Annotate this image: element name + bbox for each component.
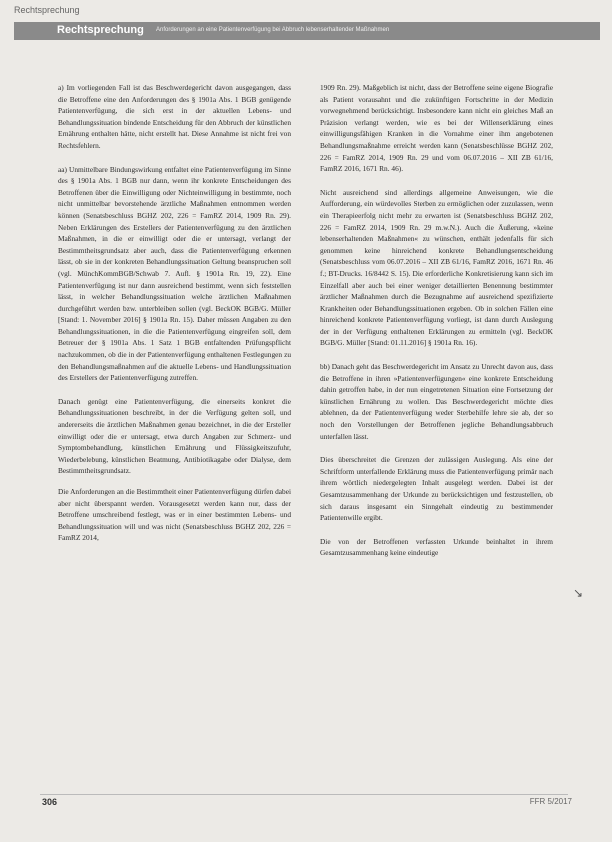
journal-citation: FFR 5/2017 [529, 797, 572, 806]
running-header-title: Rechtsprechung [57, 24, 144, 36]
paragraph: Die Anforderungen an die Bestimmtheit einer Patientenverfügung dürfen dabei aber nicht überspannt werden. Vorausgesetzt werden kann nur, dass der Betroffene umschreibend festlegt, was er in einer bestimmten Lebens- und Behandlungssituation will und was nicht (Senatsbeschluss BGHZ 202, 226 = FamRZ 2014, [58, 487, 291, 543]
right-text-column [320, 82, 553, 559]
margin-arrow-icon: ↘ [573, 586, 584, 600]
paragraph: Nicht ausreichend sind allerdings allgemeine Anweisungen, wie die Aufforderung, ein würdevolles Sterben zu ermöglichen oder zuzulassen, wenn ein Therapieerfolg nicht mehr zu erwarten ist (Senatsbeschluss BGHZ 202, 226 = FamRZ 2014, 1909 Rn. 29 m.w.N.). Auch die Äußerung, »keine lebenserhaltenden Maßnahmen« zu wünschen, enthält jedenfalls für sich genommen keine hinreichend konkrete Behandlungsentscheidung (Senatsbeschluss vom 06.07.2016 – XII ZB 61/16, FamRZ 2016, 1671 Rn. 46 f.; BT-Drucks. 16/8442 S. 15). Die erforderliche Konkretisierung kann sich im Einzelfall aber auch bei einer weniger detaillierten Benennung bestimmter ärztlicher Maßnahmen durch die Bezugnahme auf ausreichend spezifizierte Krankheiten oder Behandlungssituationen ergeben. Ob in solchen Fällen eine hinreichend konkrete Patientenverfügung vorliegt, ist dann durch Auslegung der in der Verfügung enthaltenen Erklärungen zu ermitteln (vgl. BeckOK BGB/G. Müller [Stand: 01.11.2016] § 1901a Rn. 16). [320, 187, 553, 348]
footer-rule [40, 794, 568, 795]
running-header-bar [14, 22, 600, 40]
paragraph: Dies überschreitet die Grenzen der zulässigen Auslegung. Als eine der Schriftform unterfallende Erklärung muss die Patientenverfügung primär nach ihrem wörtlich niedergelegten Inhalt ausgelegt werden. Dabei ist der Gesamtzusammenhang der Urkunde zu berücksichtigen und festzustellen, ob sich daraus insgesamt ein Sinngehalt eindeutig zu bestimmender Patientenwille ergibt. [320, 455, 553, 523]
running-header-subtitle: Anforderungen an eine Patientenverfügung bei Abbruch lebenserhaltender Maßnahmen [156, 27, 390, 33]
left-text-column [58, 82, 291, 544]
paragraph: Die von der Betroffenen verfassten Urkunde beinhaltet in ihrem Gesamtzusammenhang keine eindeutige [320, 536, 553, 558]
running-section-label: Rechtsprechung [14, 5, 80, 15]
paragraph: 1909 Rn. 29). Maßgeblich ist nicht, dass der Betroffene seine eigene Biografie als Patient vorausahnt und die zukünftigen Fortschritte in der Medizin vorwegnehmend berücksichtigt. Insbesondere kann nicht ein gleiches Maß an Präzision verlangt werden, wie es bei der Willenserklärung eines einwilligungsfähigen Kranken in die Vornahme einer ihm angebotenen Behandlungsmaßnahme erreicht werden kann (Senatsbeschlüsse BGHZ 202, 226 = FamRZ 2014, 1909 Rn. 29 und vom 06.07.2016 – XII ZB 61/16, FamRZ 2016, 1671 Rn. 46). [320, 83, 553, 174]
paragraph: bb) Danach geht das Beschwerdegericht im Ansatz zu Unrecht davon aus, dass die Betroffene in ihren »Patientenverfügungen« eine konkrete Entscheidung dahin getroffen habe, in der nun eingetretenen Situation eine Fortsetzung der künstlichen Ernährung zu wollen. Das Beschwerdegericht möchte dies ablehnen, da der Patientenverfügung weder Sterbehilfe lehre sie ab, der so noch den Vorstellungen der Betroffenen jegliche Behandlungsabbruch unterfallen lässt. [320, 362, 553, 441]
paragraph: Danach genügt eine Patientenverfügung, die einerseits konkret die Behandlungssituationen beschreibt, in der die Verfügung gelten soll, und andererseits die ärztlichen Maßnahmen genau bezeichnet, in die der Ersteller einwilligt oder die er untersagt, etwa durch Angaben zur Schmerz- und Symptombehandlung, künstlichen Ernährung und Flüssigkeitszufuhr, Wiederbelebung, künstlichen Beatmung, Antibiotikagabe oder Dialyse, dem Bestimmtheitsgrundsatz. [58, 396, 291, 476]
paragraph: aa) Unmittelbare Bindungswirkung entfaltet eine Patientenverfügung im Sinne des § 1901a Abs. 1 BGB nur dann, wenn ihr konkrete Entscheidungen des Betroffenen über die Einwilligung oder Nichteinwilligung in bestimmte, noch nicht unmittelbar bevorstehende ärztliche Maßnahmen entnommen werden können (Senatsbeschluss BGHZ 202, 226 = FamRZ 2014, 1909 Rn. 29). Neben Erklärungen des Erstellers der Patientenverfügung zu den ärztlichen Maßnahmen, in die er einwilligt oder die er untersagt, verlangt der Bestimmtheitsgrundsatz aber auch, dass die Patientenverfügung erkennen lässt, ob sie in der konkreten Behandlungssituation Geltung beanspruchen soll (vgl. MünchKommBGB/Schwab 7. Aufl. § 1901a Rn. 19, 22). Eine Patientenverfügung ist nur dann ausreichend bestimmt, wenn sich feststellen lässt, in welcher Behandlungssituation welche ärztlichen Maßnahmen durchgeführt werden bzw. unterbleiben sollen (vgl. BeckOK BGB/G. Müller [Stand: 1. November 2016] § 1901a Rn. 15). Daher müssen Angaben zu den Behandlungssituationen, in die die Patientenverfügung eingreifen soll, dem Betreuer der § 1901a Abs. 1 Satz 1 BGB entfaltenden Prüfungspflicht nachzukommen, ob die in der Patientenverfügung enthaltenen Festlegungen zu den Behandlungsmaßnahmen auf die aktuelle Lebens- und Handlungssituation des Erstellers der Patientenverfügung zutreffen. [58, 164, 291, 383]
paragraph: a) Im vorliegenden Fall ist das Beschwerdegericht davon ausgegangen, dass die Betroffene eine den Anforderungen des § 1901a Abs. 1 BGB genügende Patientenverfügung, die sich erst in der aktuellen Lebens- und Behandlungssituation bindende Entscheidung für den Abbruch der künstlichen Ernährung enthalten hätte, nicht erstellt hat. Diese Annahme ist nicht frei von Rechtsfehlern. [58, 83, 291, 150]
page-number: 306 [42, 797, 58, 807]
